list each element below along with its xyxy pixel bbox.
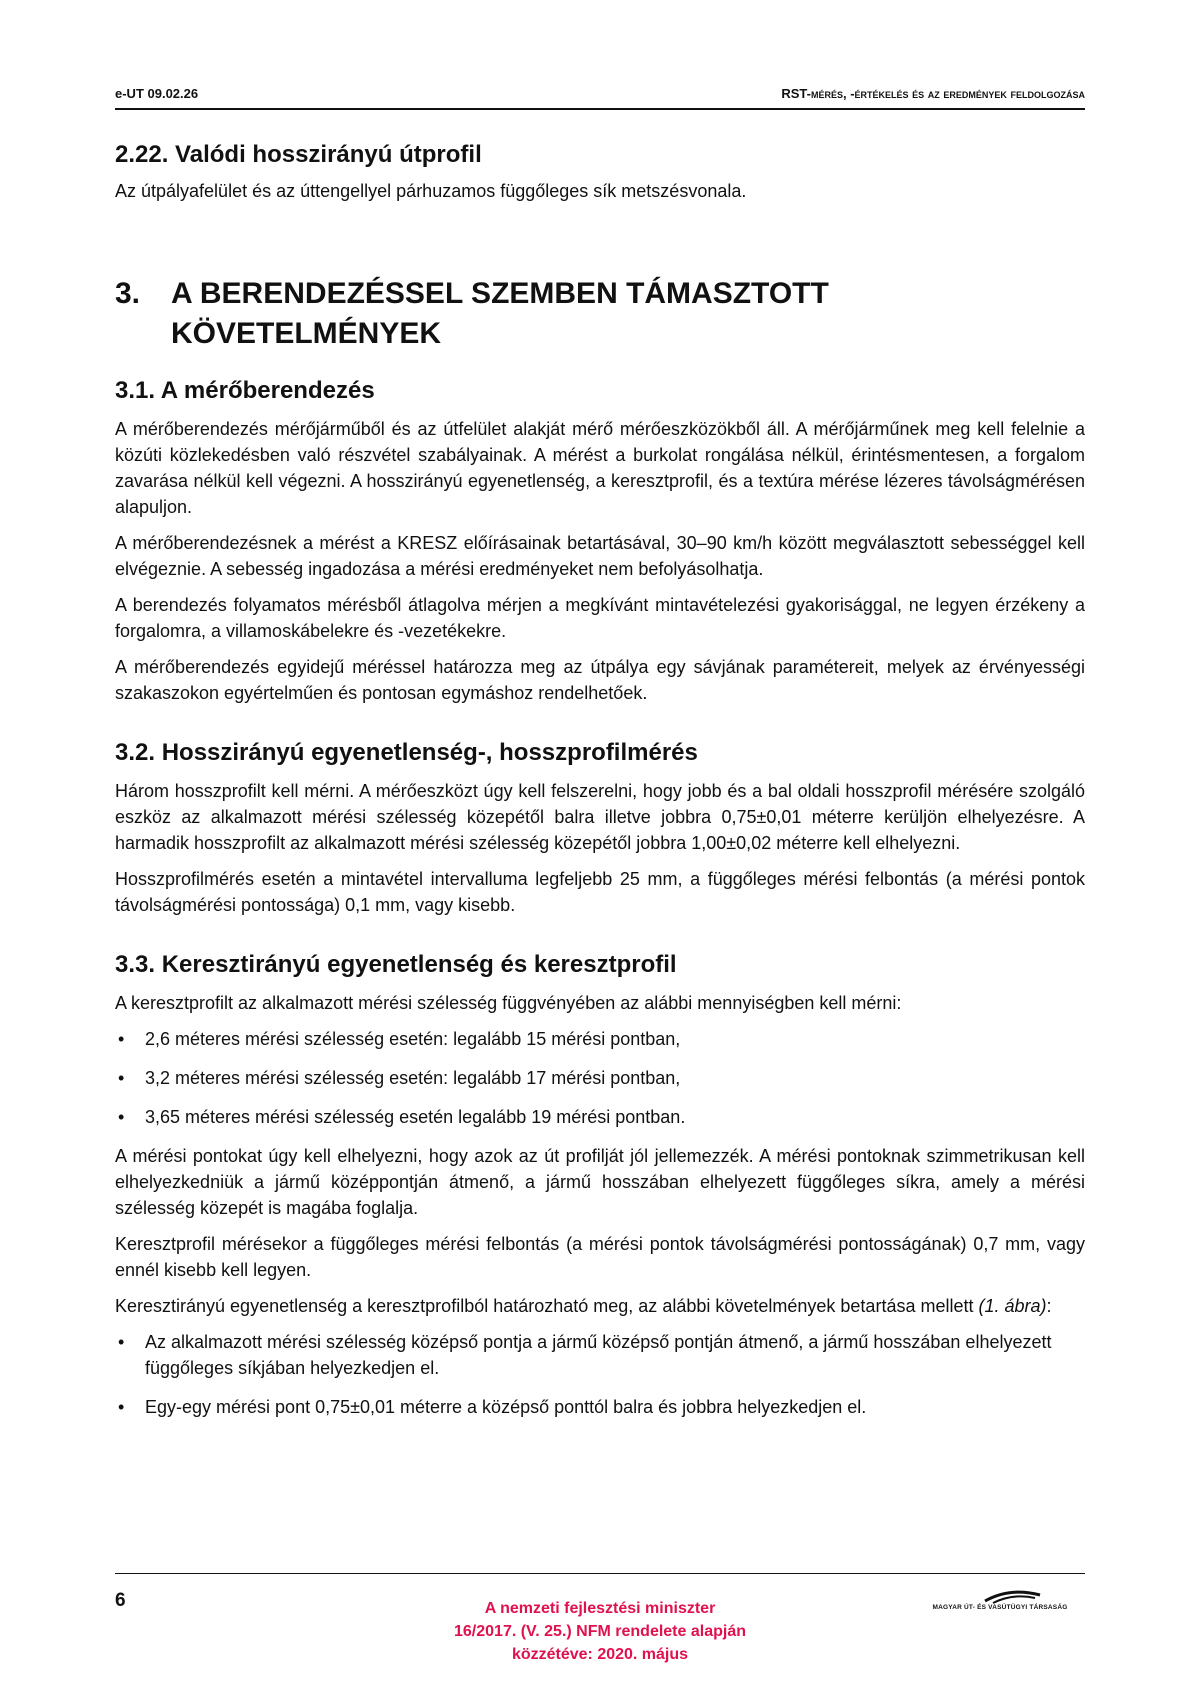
paragraph: Három hosszprofilt kell mérni. A mérőeszközt úgy kell felszerelni, hogy jobb és a bal oldali hosszprofil mérésére szolgáló eszköz az alkalmazott mérési szélesség közepétől balra illetve jobbra 0,75±0,01 méterre kerüljön elhelyezésre. A harmadik hosszprofilt az alkalmazott mérési szélesség közepétől jobbra 1,00±0,02 méterre kell elhelyezni. xyxy=(115,781,1085,853)
paragraph: Keresztirányú egyenetlenség a keresztprofilból határozható meg, az alábbi követelmények betartása mellett (1. ábra): xyxy=(115,1296,1052,1316)
section-2-22-body: Az útpályafelület és az úttengellyel párhuzamos függőleges sík metszésvonala. xyxy=(115,181,747,201)
page-number: 6 xyxy=(115,1590,126,1611)
society-logo-text: MAGYAR ÚT- ÉS VASÚTÜGYI TÁRSASÁG xyxy=(932,1604,1068,1611)
footer-divider xyxy=(115,1573,1085,1574)
running-title: RST-mérés, -értékelés és az eredmények feldolgozása xyxy=(781,86,1085,101)
paragraph: A mérőberendezés egyidejű méréssel határozza meg az útpálya egy sávjának paramétereit, melyek az érvényességi szakaszokon egyértelműen és pontosan egymáshoz rendelhetőek. xyxy=(115,657,1085,703)
list-item: • 3,65 méteres mérési szélesség esetén legalább 19 mérési pontban. xyxy=(115,1104,1085,1130)
section-3-3-title: 3.3. Keresztirányú egyenetlenség és keresztprofil xyxy=(115,951,677,978)
page-content xyxy=(115,140,1085,1433)
chapter-number: 3. xyxy=(115,277,141,310)
paragraph: Keresztprofil mérésekor a függőleges mérési felbontás (a mérési pontok távolságmérési pontosságának) 0,7 mm, vagy ennél kisebb kell legyen. xyxy=(115,1234,1085,1280)
section-3-2-title: 3.2. Hosszirányú egyenetlenség-, hosszprofilmérés xyxy=(115,739,698,766)
list-item: • 2,6 méteres mérési szélesség esetén: legalább 15 mérési pontban, xyxy=(115,1026,1085,1052)
bullet-icon: • xyxy=(118,1332,125,1352)
bullet-icon: • xyxy=(118,1397,125,1417)
paragraph: A keresztprofilt az alkalmazott mérési szélesség függvényében az alábbi mennyiségben kell mérni: xyxy=(115,993,902,1013)
list-item: • Az alkalmazott mérési szélesség középső pontja a jármű középső pontján átmenő, a jármű hosszában elhelyezett függőleges síkjában helyezkedjen el. xyxy=(115,1329,1085,1381)
figure-reference: (1. ábra) xyxy=(978,1296,1047,1316)
measurement-points-list xyxy=(115,1026,1085,1130)
chapter-3-title xyxy=(115,274,1085,354)
document-code: e-UT 09.02.26 xyxy=(115,86,199,101)
list-item: • 3,2 méteres mérési szélesség esetén: legalább 17 mérési pontban, xyxy=(115,1065,1085,1091)
list-item: • Egy-egy mérési pont 0,75±0,01 méterre a középső ponttól balra és jobbra helyezkedjen el. xyxy=(115,1394,1085,1420)
bullet-icon: • xyxy=(118,1068,125,1088)
requirements-list xyxy=(115,1329,1085,1420)
paragraph: A mérőberendezés mérőjárműből és az útfelület alakját mérő mérőeszközökből áll. A mérőjárműnek meg kell felelnie a közúti közlekedésben való részvétel szabályainak. A mérést a burkolat rongálása nélkül, érintésmentesen, a forgalom zavarása nélkül kell végezni. A hosszirányú egyenetlenség, a keresztprofil, és a textúra mérése lézeres távolságmérésen alapuljon. xyxy=(115,419,1085,517)
bullet-icon: • xyxy=(118,1107,125,1127)
page-header xyxy=(115,86,1085,110)
chapter-title-text: A BERENDEZÉSSEL SZEMBEN TÁMASZTOTT KÖVETELMÉNYEK xyxy=(171,277,829,350)
publication-notice: A nemzeti fejlesztési miniszter 16/2017. (V. 25.) NFM rendelete alapján közzétéve: 2020. május xyxy=(454,1600,746,1663)
section-2-22-title: 2.22. Valódi hosszirányú útprofil xyxy=(115,141,482,168)
paragraph: A berendezés folyamatos mérésből átlagolva mérjen a megkívánt mintavételezési gyakorisággal, ne legyen érzékeny a forgalomra, a villamoskábelekre és -vezetékekre. xyxy=(115,595,1085,641)
paragraph: A mérési pontokat úgy kell elhelyezni, hogy azok az út profilját jól jellemezzék. A mérési pontoknak szimmetrikusan kell elhelyezkedniük a jármű középpontján átmenő, a jármű hosszában elhelyezett függőleges síkra, amely a mérési szélesség közepét is magába foglalja. xyxy=(115,1146,1085,1218)
paragraph: A mérőberendezésnek a mérést a KRESZ előírásainak betartásával, 30–90 km/h között megválasztott sebességgel kell elvégeznie. A sebesség ingadozása a mérési eredményeket nem befolyásolhatja. xyxy=(115,533,1085,579)
paragraph: Hosszprofilmérés esetén a mintavétel intervalluma legfeljebb 25 mm, a függőleges mérési felbontás (a mérési pontok távolságmérési pontossága) 0,1 mm, vagy kisebb. xyxy=(115,869,1085,915)
section-3-1-title: 3.1. A mérőberendezés xyxy=(115,377,375,404)
bullet-icon: • xyxy=(118,1029,125,1049)
